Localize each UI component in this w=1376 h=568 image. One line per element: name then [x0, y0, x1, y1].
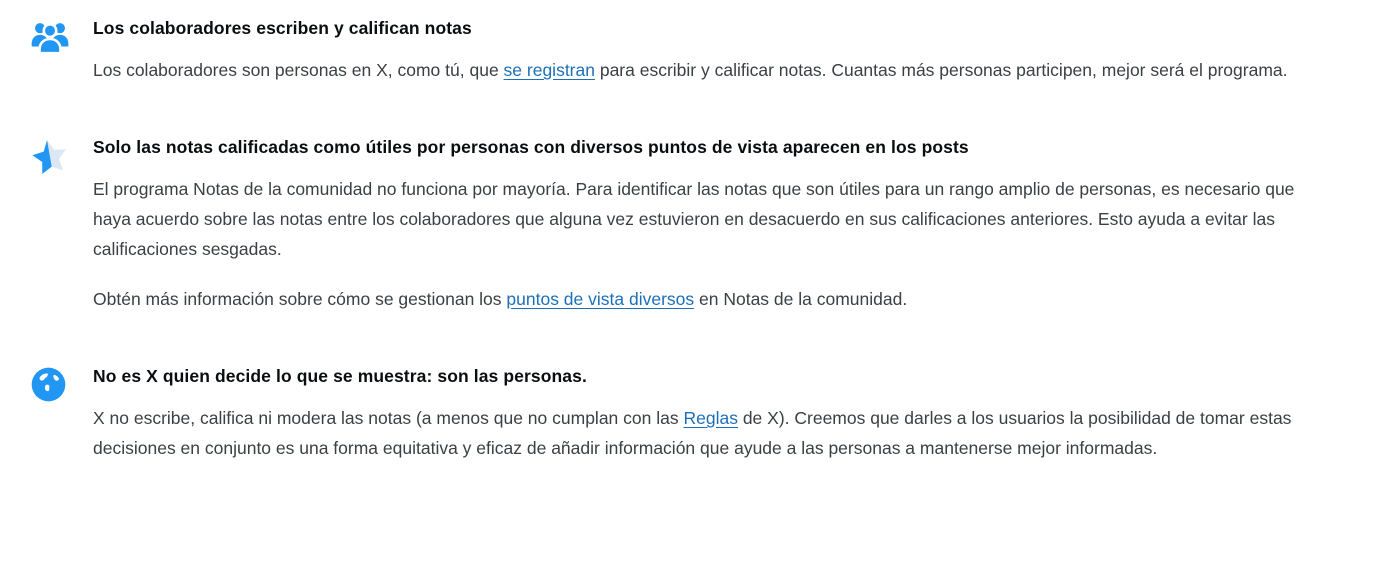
section-people-decide-content [93, 364, 1310, 463]
paragraph-text-before: Los colaboradores son personas en X, como tú, que [93, 60, 504, 80]
signup-link[interactable]: se registran [503, 60, 595, 80]
people-icon [30, 18, 70, 55]
globe-icon [30, 366, 70, 403]
section-paragraph: El programa Notas de la comunidad no funciona por mayoría. Para identificar las notas que son útiles para un rango amplio de personas, es necesario que haya acuerdo sobre las notas entre los colaboradores que alguna vez estuvieron en desacuerdo en sus calificaciones anteriores. Esto ayuda a evitar las calificaciones sesgadas. [93, 179, 1295, 259]
section-paragraph [93, 284, 1310, 314]
section-diverse-ratings [30, 135, 1310, 314]
section-paragraph [93, 403, 1310, 463]
rules-link[interactable]: Reglas [683, 408, 738, 428]
section-heading: No es X quien decide lo que se muestra: son las personas. [93, 366, 587, 386]
paragraph-text-after: en Notas de la comunidad. [694, 289, 908, 309]
half-star-icon [30, 137, 70, 177]
paragraph-text-after: para escribir y calificar notas. Cuantas más personas participen, mejor será el programa. [594, 60, 1288, 80]
diverse-perspectives-link[interactable]: puntos de vista diversos [506, 289, 695, 309]
section-people-decide [30, 364, 1310, 463]
paragraph-text-after: de X). Creemos que darles a los usuarios la posibilidad de tomar estas decisiones en conjunto es una forma equitativa y eficaz de añadir información que ayude a las personas a mantenerse mejor informadas. [93, 408, 1292, 458]
section-paragraph [93, 55, 1310, 85]
section-heading: Los colaboradores escriben y califican notas [93, 18, 472, 38]
paragraph-text-before: X no escribe, califica ni modera las notas (a menos que no cumplan con las [93, 408, 684, 428]
paragraph-text-before: Obtén más información sobre cómo se gestionan los [93, 289, 507, 309]
section-contributors [30, 16, 1310, 85]
section-heading: Solo las notas calificadas como útiles por personas con diversos puntos de vista aparecen en los posts [93, 137, 969, 157]
section-contributors-content [93, 16, 1310, 85]
section-diverse-ratings-content [93, 135, 1310, 314]
